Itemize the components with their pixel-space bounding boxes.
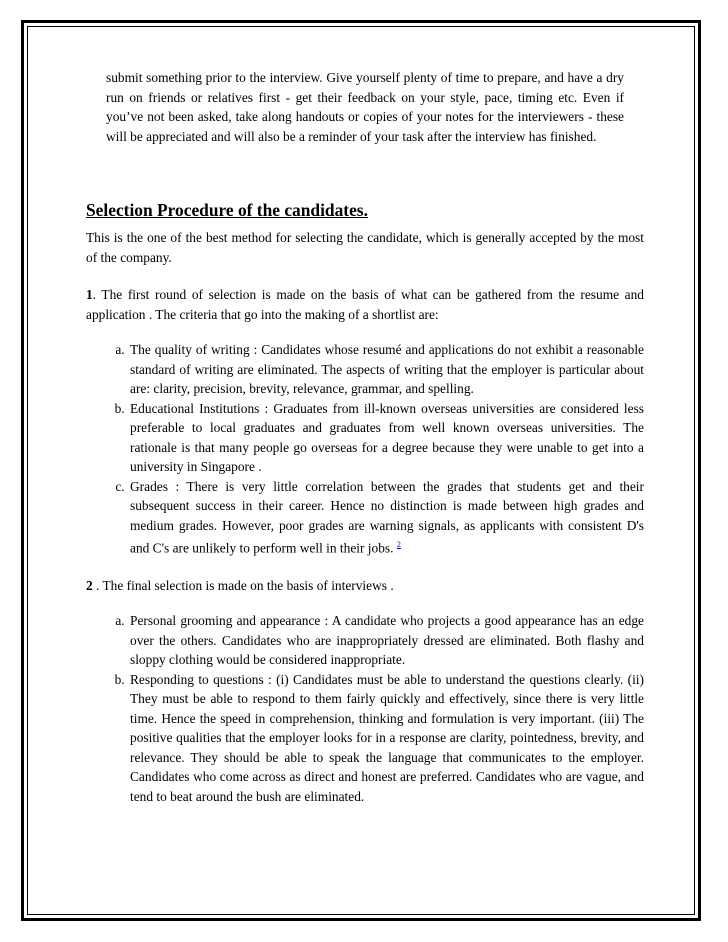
round-2-number: 2 bbox=[86, 577, 93, 593]
round-1-number: 1 bbox=[86, 287, 93, 302]
list-item: c. Grades : There is very little correlation between the grades that students get and their subsequent success in their career. Hence no distinction is made between high grades and medium grades. However, poor grades are warning signals, as applicants with consistent D's and C's are unlikely to perform well in their jobs. $^2$ bbox=[128, 477, 644, 558]
round-2-text: . The final selection is made on the basis of interviews . bbox=[92, 577, 394, 593]
list-item: b. Educational Institutions : Graduates from ill-known overseas universities are considered less preferable to local graduates and graduates from well known overseas universities. The rationale is that many people go overseas for a degree because they were unable to get into a university in Singapore . bbox=[128, 399, 644, 477]
round-2-criteria-list bbox=[86, 611, 644, 806]
page-content bbox=[86, 68, 644, 806]
list-item: a. Personal grooming and appearance : A candidate who projects a good appearance has an edge over the others. Candidates who are inappropriately dressed are eliminated. Both flashy and sloppy clothing would be considered inappropriate. bbox=[128, 611, 644, 670]
intro-paragraph: submit something prior to the interview. Give yourself plenty of time to prepare, and have a dry run on friends or relatives first - get their feedback on your style, pace, timing etc. Even if you’ve not been asked, take along handouts or copies of your notes for the interviewers - these will be appreciated and will also be a reminder of your task after the interview has finished. bbox=[106, 70, 624, 144]
section-intro: This is the one of the best method for selecting the candidate, which is generally accepted by the most of the company. bbox=[86, 230, 644, 265]
section-heading: Selection Procedure of the candidates. bbox=[86, 200, 368, 220]
list-item: a. The quality of writing : Candidates whose resumé and applications do not exhibit a reasonable standard of writing are eliminated. The aspects of writing that the employer is particular about are: clarity, precision, brevity, relevance, grammar, and spelling. bbox=[128, 340, 644, 399]
round-1-text: . The first round of selection is made on the basis of what can be gathered from the resume and application . The criteria that go into the making of a shortlist are: bbox=[86, 287, 644, 322]
round-1-criteria-list bbox=[86, 340, 644, 558]
footnote-link[interactable]: 2 bbox=[396, 540, 401, 549]
round-2-paragraph bbox=[86, 576, 644, 596]
list-item: b. Responding to questions : (i) Candidates must be able to understand the questions clearly. (ii) They must be able to respond to them fairly quickly and effectively, since there is very little time. Hence the speed in comprehension, thinking and formulation is very important. (iii) The positive qualities that the employer looks for in a response are clarity, pointedness, brevity, and relevance. They should be able to speak the language that communicates to the employer. Candidates who come across as direct and honest are preferred. Candidates who are vague, and tend to beat around the bush are eliminated. bbox=[128, 670, 644, 807]
round-1-paragraph bbox=[86, 285, 644, 324]
